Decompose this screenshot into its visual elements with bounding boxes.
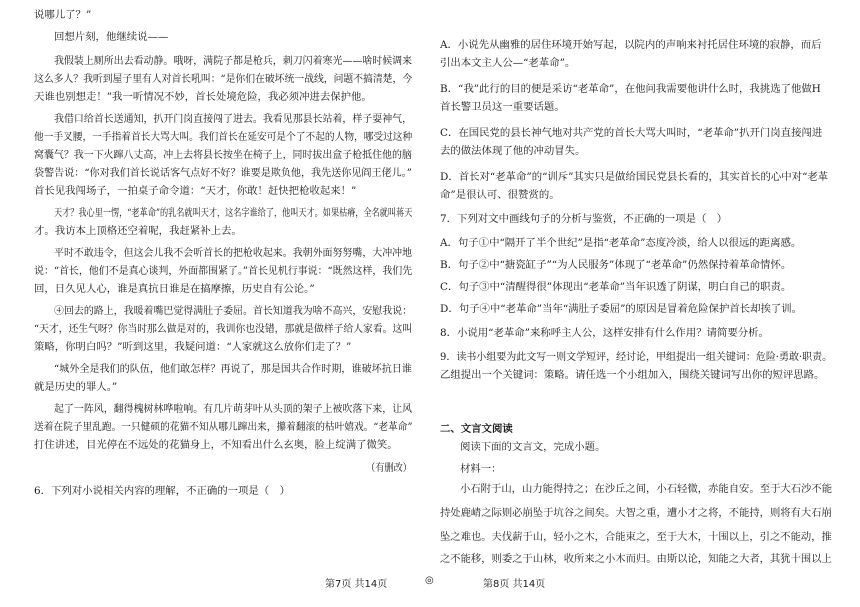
question-line: 9．读书小组要为此文写一则文学短评，经讨论，甲组提出一组关键词：危险·勇敢·职责。 [440,351,833,363]
question-line: A．小说先从幽雅的居住环境开始写起，以院内的声响来衬托居住环境的寂静，而后 [440,39,822,51]
left-text-line: 就是历史的罪人。” [34,381,118,393]
page-number-left: 第7页 共14页 [325,579,388,590]
left-text-line: 才。我访本上顶格还空着呢，我赶紧补上去。 [34,225,242,237]
question-line: D．句子④中“老革命”当年“满肚子委屈”的原因是冒着危险保护首长却挨了训。 [440,303,803,315]
left-text-line: 我假装上厕所出去看动静。哦呀，满院子都是枪兵，刺刀闪着寒光——啥时候调来 [54,55,413,67]
question-line: 8．小说用“老革命”来称呼主人公，这样安排有什么作用？请简要分析。 [440,327,769,339]
left-text-line: 天谁也别想走！”我一听情况不妙，首长处境危险，我必须冲进去保护他。 [34,91,372,103]
left-text-line: 策略，你明白吗？”听到这里，我疑问道：“人家就这么放你们走了？” [34,341,352,353]
material-label: 材料一： [460,463,502,475]
left-text-line: 回想片刻，他继续说—— [54,31,169,43]
left-text-line: 首长见我闯场子，一拍桌子命令道：“天才，你敢！赶快把枪收起来！” [34,185,357,197]
left-text-line: 回，日久见人心，谁是真抗日谁是在搞摩擦，历史自有公论。” [34,283,315,295]
question-line: C．句子③中“清醒得很”体现出“老革命”当年识透了阴谋，明白自己的职责。 [440,281,792,293]
left-text-line: 我借口给首长送通知，扒开门岗直接闯了进去。我看见那县长站着，样子耍神气， [54,113,413,125]
page-separator-icon: ◎ [425,575,434,586]
left-text-line: ④回去的路上，我暖着嘴巴觉得满肚子委屈。首长知道我为啥不高兴，安慰我说： [54,305,413,317]
left-text-line: 天才？我心里一愣，“老革命”的乳名就叫天才，这名字谁给了，他叫天才。如果枯瘠，全名就叫蒋天 [54,207,413,219]
section-intro: 阅读下面的文言文，完成小题。 [460,441,606,453]
left-text-line: 他一手叉腰，一手指着首长大骂大叫。我们首长在延安可是个了不起的人物，哪受过这种 [34,131,413,143]
question-line: 命”是很认可、很赞赏的。 [440,189,560,201]
left-text-line: 这么多人？我听到屋子里有人对首长吼叫：“是你们在破坏统一战线，问题不搞清楚，今 [34,73,413,85]
question-line: 首长警卫员这一重要话题。 [440,101,565,113]
page-number-right: 第8页 共14页 [483,579,546,590]
left-text-line: “天才，还生气呀？你当时那么做是对的，我训你也没错，那就是做样子给人家看。这叫 [34,323,413,335]
material-text-line: 之不能移，则委之于山林，收所来之小木而归。由斯以论，知能之大者，其犹十围以上 [440,553,832,565]
question-line: B．“我”此行的目的便是采访“老革命”，在他问我需要他讲什么时，我挑选了他做H [440,83,821,95]
left-text-line: 说哪儿了？” [34,9,92,21]
question-line: D．首长对“老革命”的“训斥”其实只是做给国民党县长看的，其实首长的心中对“老革 [440,171,829,183]
material-text-line: 持处鹿崝之际则必崩坠于坑谷之间矣。大智之重，遭小才之将，不能持，则将有大石崩 [440,507,832,519]
question-line: 7．下列对文中画线句子的分析与鉴赏，不正确的一项是（ ） [440,213,728,225]
left-text-line: 袋警告说：“你对我们首长说话客气点好不好？谁要是欺负他，我先送你见阎王佬儿。” [34,167,412,179]
question-line: 乙组提出一个关键词：策略。请任选一个小组加入，围绕关键词写出你的短评思路。 [440,369,825,381]
left-text-line: （有删改） [366,462,412,474]
left-text-line: 说：“首长，他们不是真心谈判，外面都围紧了。”首长见机行事说：“既然这样，我们先 [34,265,413,277]
question-line: A．句子①中“隔开了半个世纪”是指“老革命”态度冷淡，给人以很远的距离感。 [440,237,802,249]
material-text-line: 小石附于山，山力能得持之；在沙丘之间，小石轻微，赤能自安。至于大石沙不能 [460,483,833,495]
question-line: C．在国民党的县长神气地对共产党的首长大骂大叫时，“老革命”扒开门岗直接闯进 [440,127,823,139]
material-text-line: 坠之难也。夫伐薪于山，轻小之木，合能束之，至于大木，十围以上，引之不能动，推 [440,531,832,543]
left-text-line: 窝囊气？我一下火蹿八丈高，冲上去将县长按坐在椅子上，同时拔出盒子枪抵住他的脑 [34,149,412,161]
left-text-line: 平时不敢违令，但这会儿我不会听首长的把枪收起来。我朝外面努努嘴，大冲冲地 [54,247,413,259]
question-line: 去的做法体现了他的冲动冒失。 [440,145,586,157]
left-text-line: 起了一阵风，翻得槐树林哗啦响。有几片萌芽叶从头顶的架子上被吹落下来，让风 [54,403,413,415]
left-text-line: 6．下列对小说相关内容的理解，不正确的一项是（ ） [34,485,290,497]
section-title: 二、文言文阅读 [440,423,513,435]
left-text-line: “城外全是我们的队伍，他们敢怎样？再说了，那是国共合作时期，谁破坏抗日谁 [54,363,412,375]
left-text-line: 送着在院子里乱跑。一只健硕的花猫不知从哪儿蹿出来，攥着翻滚的枯叶嬉戏。“老革命” [34,421,413,433]
question-line: 引出本文主人公—“老革命”。 [440,57,576,69]
left-text-line: 打住讲述，目光停在不远处的花猫身上，不知看出什么玄奥，脸上绽满了微笑。 [34,439,398,451]
question-line: B．句子②中“搪瓷缸子”“为人民服务”体现了“老革命”仍然保持着革命情怀。 [440,259,792,271]
